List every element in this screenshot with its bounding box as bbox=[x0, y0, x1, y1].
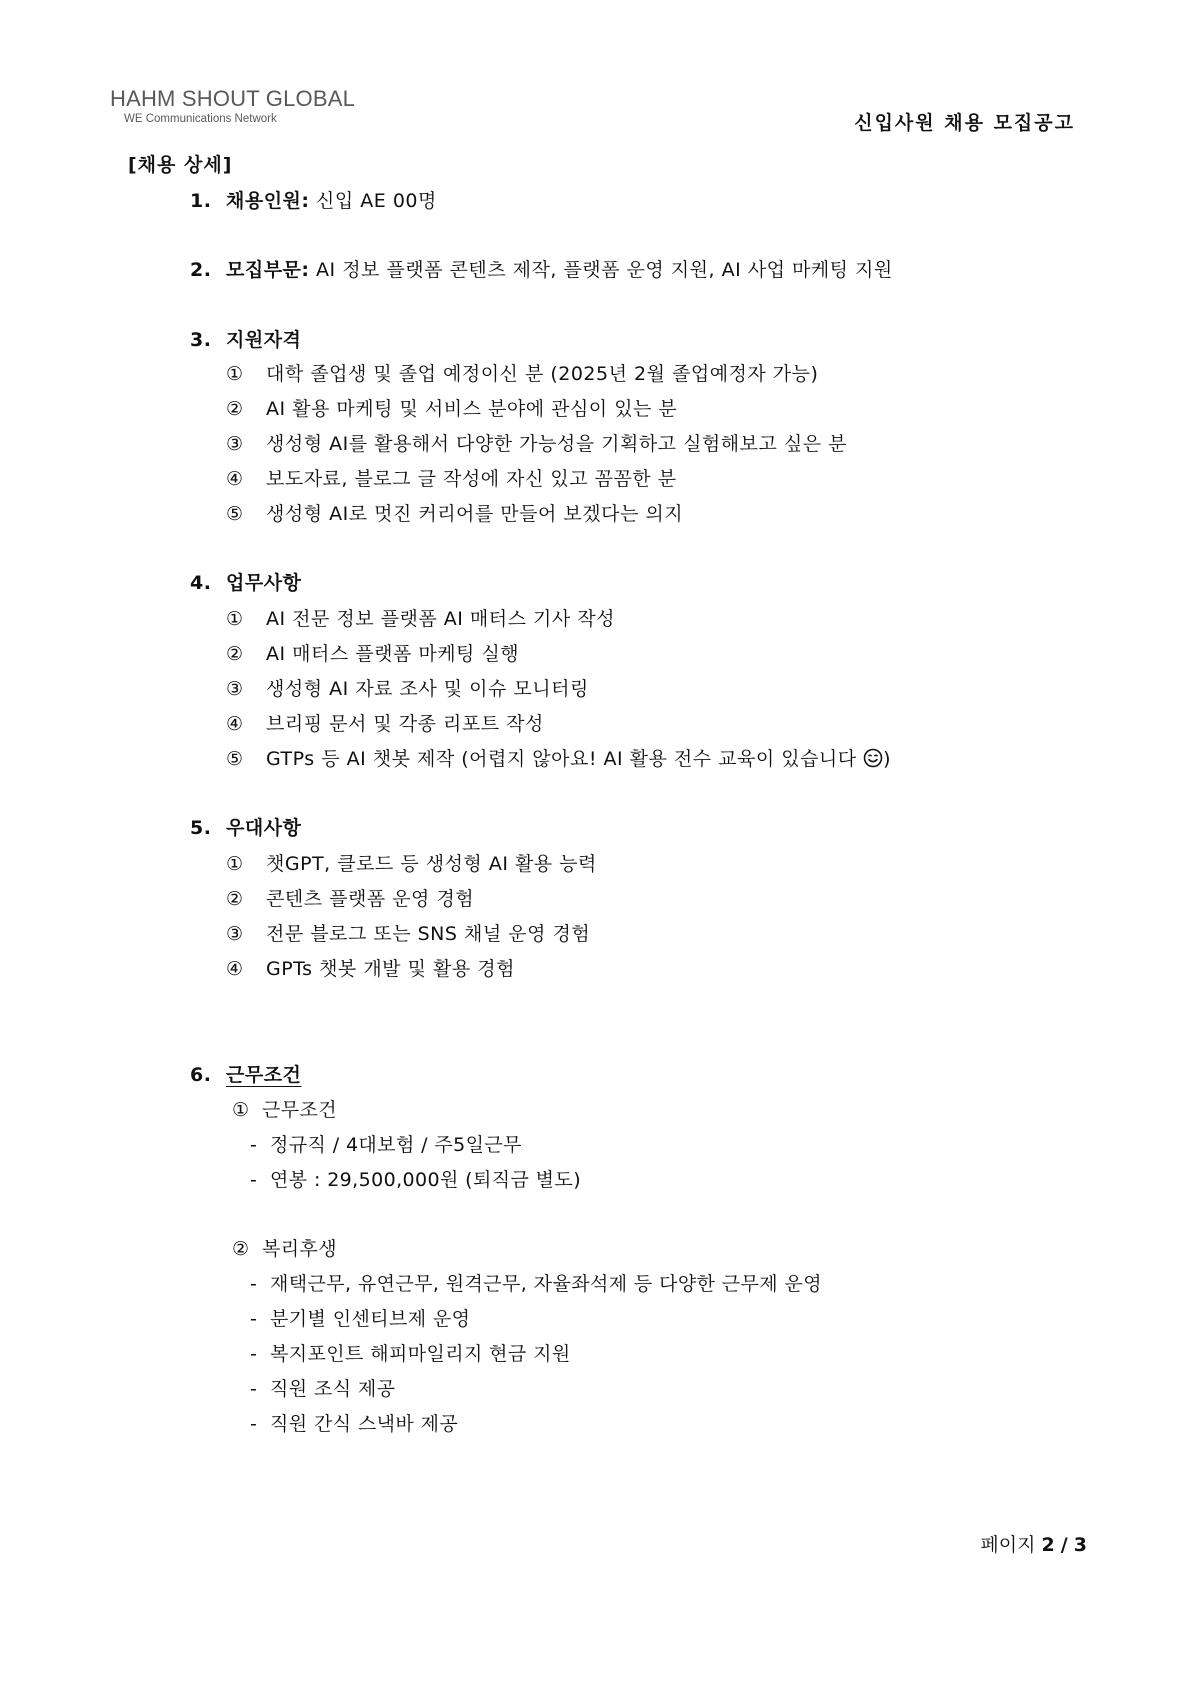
list-item: ⑤ 생성형 AI로 멋진 커리어를 만들어 보겠다는 의지 bbox=[226, 503, 684, 525]
list-item: ⑤ GTPs 등 AI 챗봇 제작 (어렵지 않아요! AI 활용 전수 교육이 있습니다 ) bbox=[226, 748, 892, 770]
dash-item: - 재택근무, 유연근무, 원격근무, 자율좌석제 등 다양한 근무제 운영 bbox=[250, 1273, 823, 1295]
dash-item: - 직원 간식 스낵바 제공 bbox=[250, 1413, 459, 1435]
dash-item: - 정규직 / 4대보험 / 주5일근무 bbox=[250, 1134, 522, 1156]
current-page: 2 bbox=[1041, 1534, 1055, 1556]
heading-label: 모집부문: bbox=[226, 259, 310, 281]
heading-text: 신입 AE 00명 bbox=[309, 190, 437, 212]
sub-heading-benefits: ② 복리후생 bbox=[232, 1238, 338, 1260]
list-item: ③ 생성형 AI를 활용해서 다양한 가능성을 기획하고 실험해보고 싶은 분 bbox=[226, 433, 847, 455]
list-item: ② AI 활용 마케팅 및 서비스 분야에 관심이 있는 분 bbox=[226, 398, 678, 420]
heading-duties bbox=[190, 568, 301, 595]
smiling-face-icon bbox=[863, 748, 883, 768]
heading-label: 지원자격 bbox=[226, 329, 302, 351]
logo-tagline: WE Communications Network bbox=[124, 113, 277, 125]
page-number: 페이지 2 / 3 bbox=[980, 1534, 1087, 1556]
list-item: ② 콘텐츠 플랫폼 운영 경험 bbox=[226, 888, 475, 910]
list-item: ① 대학 졸업생 및 졸업 예정이신 분 (2025년 2월 졸업예정자 가능) bbox=[226, 363, 819, 385]
heading-number: 1. bbox=[190, 190, 212, 212]
heading-number: 5. bbox=[190, 817, 212, 839]
list-item: ④ GPTs 챗봇 개발 및 활용 경험 bbox=[226, 958, 515, 980]
heading-number: 2. bbox=[190, 259, 212, 281]
heading-number: 4. bbox=[190, 572, 212, 594]
heading-number: 6. bbox=[190, 1064, 212, 1086]
heading-working-conditions bbox=[190, 1060, 301, 1087]
section-label: [채용 상세] bbox=[128, 154, 233, 176]
document-title: 신입사원 채용 모집공고 bbox=[854, 112, 1075, 134]
total-pages: 3 bbox=[1073, 1534, 1087, 1556]
dash-item: - 복지포인트 해피마일리지 현금 지원 bbox=[250, 1343, 571, 1365]
heading-label: 근무조건 bbox=[226, 1064, 302, 1086]
heading-label: 업무사항 bbox=[226, 572, 302, 594]
dash-item: - 직원 조식 제공 bbox=[250, 1378, 396, 1400]
list-item: ③ 전문 블로그 또는 SNS 채널 운영 경험 bbox=[226, 923, 591, 945]
heading-label: 우대사항 bbox=[226, 817, 302, 839]
heading-preferences bbox=[190, 813, 301, 840]
heading-label: 채용인원: bbox=[226, 190, 310, 212]
company-logo bbox=[110, 86, 355, 126]
logo-name: HAHM SHOUT GLOBAL bbox=[110, 86, 356, 111]
heading-text: AI 정보 플랫폼 콘텐츠 제작, 플랫폼 운영 지원, AI 사업 마케팅 지원 bbox=[309, 259, 893, 281]
list-item: ④ 브리핑 문서 및 각종 리포트 작성 bbox=[226, 713, 544, 735]
dash-item: - 분기별 인센티브제 운영 bbox=[250, 1308, 471, 1330]
heading-recruit-count bbox=[190, 186, 437, 213]
sub-heading-conditions: ① 근무조건 bbox=[232, 1099, 338, 1121]
list-item: ② AI 매터스 플랫폼 마케팅 실행 bbox=[226, 643, 520, 665]
list-item: ④ 보도자료, 블로그 글 작성에 자신 있고 꼼꼼한 분 bbox=[226, 468, 677, 490]
list-item: ③ 생성형 AI 자료 조사 및 이슈 모니터링 bbox=[226, 678, 589, 700]
heading-qualifications bbox=[190, 325, 301, 352]
heading-recruit-field bbox=[190, 255, 893, 282]
list-item: ① 챗GPT, 클로드 등 생성형 AI 활용 능력 bbox=[226, 853, 597, 875]
dash-item: - 연봉 : 29,500,000원 (퇴직금 별도) bbox=[250, 1169, 582, 1191]
heading-number: 3. bbox=[190, 329, 212, 351]
list-item: ① AI 전문 정보 플랫폼 AI 매터스 기사 작성 bbox=[226, 608, 615, 630]
